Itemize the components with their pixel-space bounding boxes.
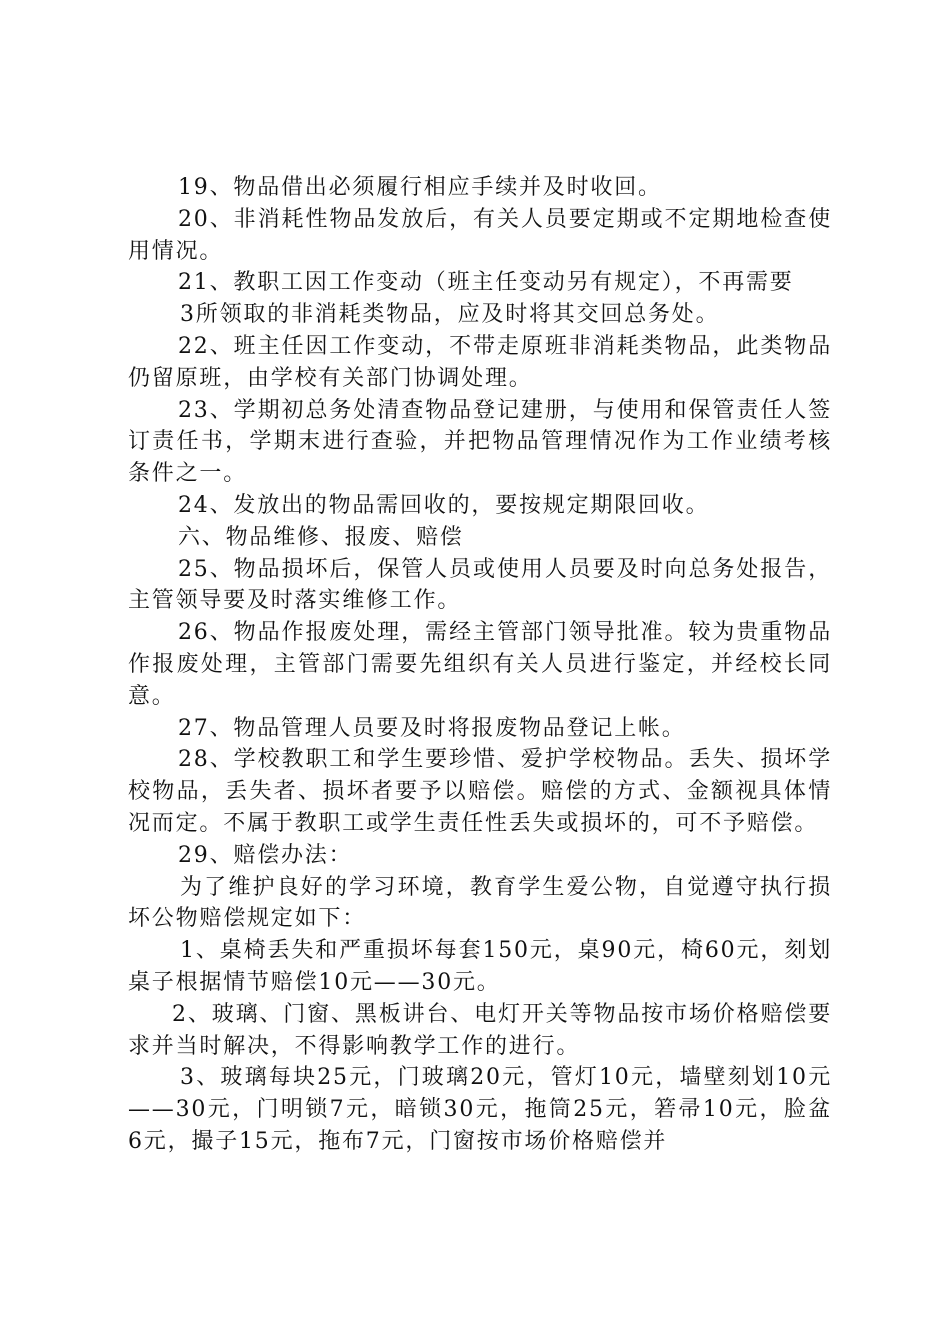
paragraph-25: 25、物品损坏后，保管人员或使用人员要及时向总务处报告，主管领导要及时落实维修工作。 (128, 556, 832, 614)
section-heading-6: 六、物品维修、报废、赔偿 (178, 524, 464, 550)
rule-2: 2、玻璃、门窗、黑板讲台、电灯开关等物品按市场价格赔偿要求并当时解决，不得影响教学工作的进行。 (128, 1001, 832, 1059)
paragraph-29: 29、赔偿办法： (178, 842, 353, 868)
paragraph-27: 27、物品管理人员要及时将报废物品登记上帐。 (178, 715, 686, 741)
paragraph-23: 23、学期初总务处清查物品登记建册，与使用和保管责任人签订责任书，学期末进行查验，并把物品管理情况作为工作业绩考核条件之一。 (128, 397, 832, 487)
paragraph-26: 26、物品作报废处理，需经主管部门领导批准。较为贵重物品作报废处理，主管部门需要先组织有关人员进行鉴定，并经校长同意。 (128, 620, 832, 709)
document-body (128, 172, 832, 1158)
paragraph-22: 22、班主任因工作变动，不带走原班非消耗类物品，此类物品仍留原班，由学校有关部门协调处理。 (128, 333, 832, 391)
rule-1: 1、桌椅丢失和严重损坏每套150元，桌90元，椅60元，刻划桌子根据情节赔偿10元——30元。 (128, 938, 832, 995)
rule-3: 3、玻璃每块25元，门玻璃20元，管灯10元，墙壁刻划10元——30元，门明锁7元，暗锁30元，拖筒25元，箬帚10元，脸盆6元，撮子15元，拖布7元，门窗按市场价格赔偿并 (128, 1065, 832, 1154)
paragraph-28: 28、学校教职工和学生要珍惜、爱护学校物品。丢失、损坏学校物品，丢失者、损坏者要予以赔偿。赔偿的方式、金额视具体情况而定。不属于教职工或学生责任性丢失或损坏的，可不予赔偿。 (128, 747, 832, 836)
paragraph-24: 24、发放出的物品需回收的，要按规定期限回收。 (178, 492, 710, 518)
paragraph-intro: 为了维护良好的学习环境，教育学生爱公物，自觉遵守执行损坏公物赔偿规定如下： (128, 874, 832, 932)
paragraph-21: 21、教职工因工作变动（班主任变动另有规定），不再需要 (178, 270, 794, 296)
paragraph-19: 19、物品借出必须履行相应手续并及时收回。 (178, 175, 662, 200)
paragraph-21-continued: 3所领取的非消耗类物品，应及时将其交回总务处。 (180, 302, 720, 328)
paragraph-20: 20、非消耗性物品发放后，有关人员要定期或不定期地检查使用情况。 (128, 206, 832, 264)
